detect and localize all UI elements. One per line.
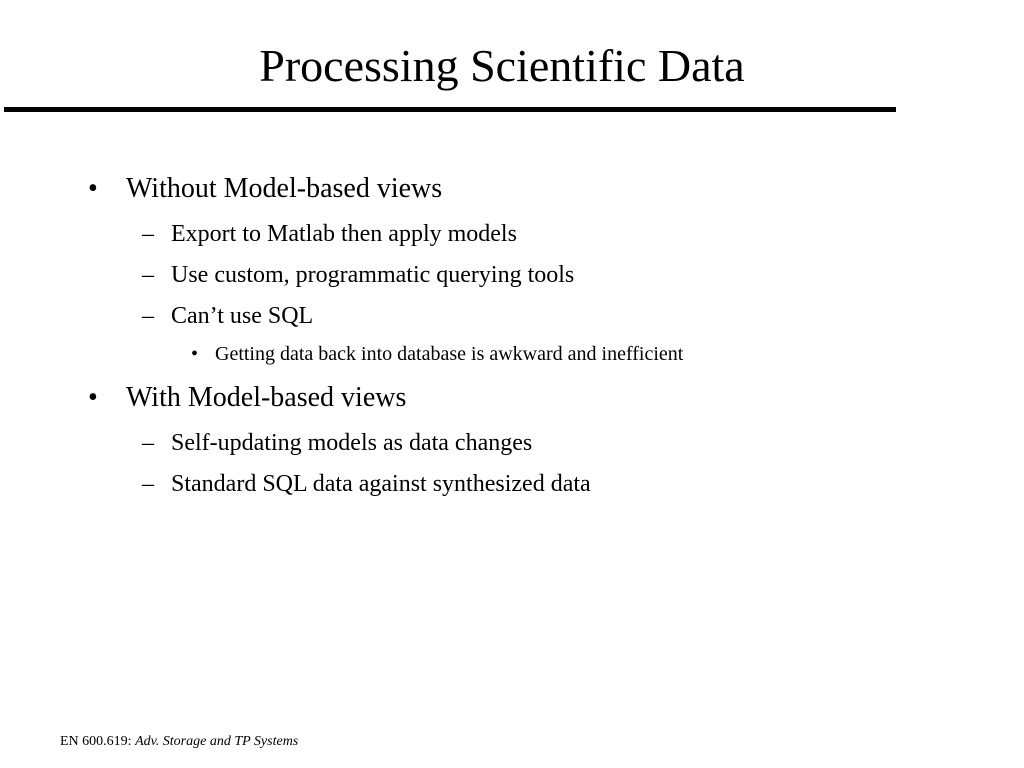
dash-marker: – — [142, 262, 154, 288]
bullet-marker: • — [88, 382, 98, 413]
dash-marker: – — [142, 303, 154, 329]
bullet-text: Use custom, programmatic querying tools — [171, 262, 575, 288]
bullet-text: Standard SQL data against synthesized data — [171, 471, 591, 497]
bullet-text: Without Model-based views — [126, 173, 443, 204]
bullet-without-model-views — [88, 172, 443, 206]
sub-bullet-export-matlab — [142, 219, 517, 249]
footer-course-title: Adv. Storage and TP Systems — [135, 734, 299, 749]
sub-bullet-cant-use-sql — [142, 301, 314, 331]
slide-footer — [60, 733, 298, 751]
dash-marker: – — [142, 471, 154, 497]
slide-title: Processing Scientific Data — [259, 40, 745, 91]
sub-bullet-custom-tools — [142, 260, 575, 290]
footer-course-code: EN 600.619: — [60, 734, 136, 749]
bullet-with-model-views — [88, 381, 407, 415]
bullet-text: Getting data back into database is awkward and inefficient — [215, 343, 684, 365]
sub-bullet-standard-sql — [142, 469, 591, 499]
bullet-text: With Model-based views — [126, 382, 407, 413]
bullet-text: Self-updating models as data changes — [171, 430, 533, 456]
bullet-marker: • — [88, 173, 98, 204]
dash-marker: – — [142, 221, 154, 247]
dash-marker: – — [142, 430, 154, 456]
bullet-marker: • — [191, 343, 199, 365]
sub-sub-bullet-getting-data-back — [191, 341, 684, 367]
bullet-text: Can’t use SQL — [171, 303, 314, 329]
bullet-text: Export to Matlab then apply models — [171, 221, 517, 247]
sub-bullet-self-updating — [142, 428, 533, 458]
